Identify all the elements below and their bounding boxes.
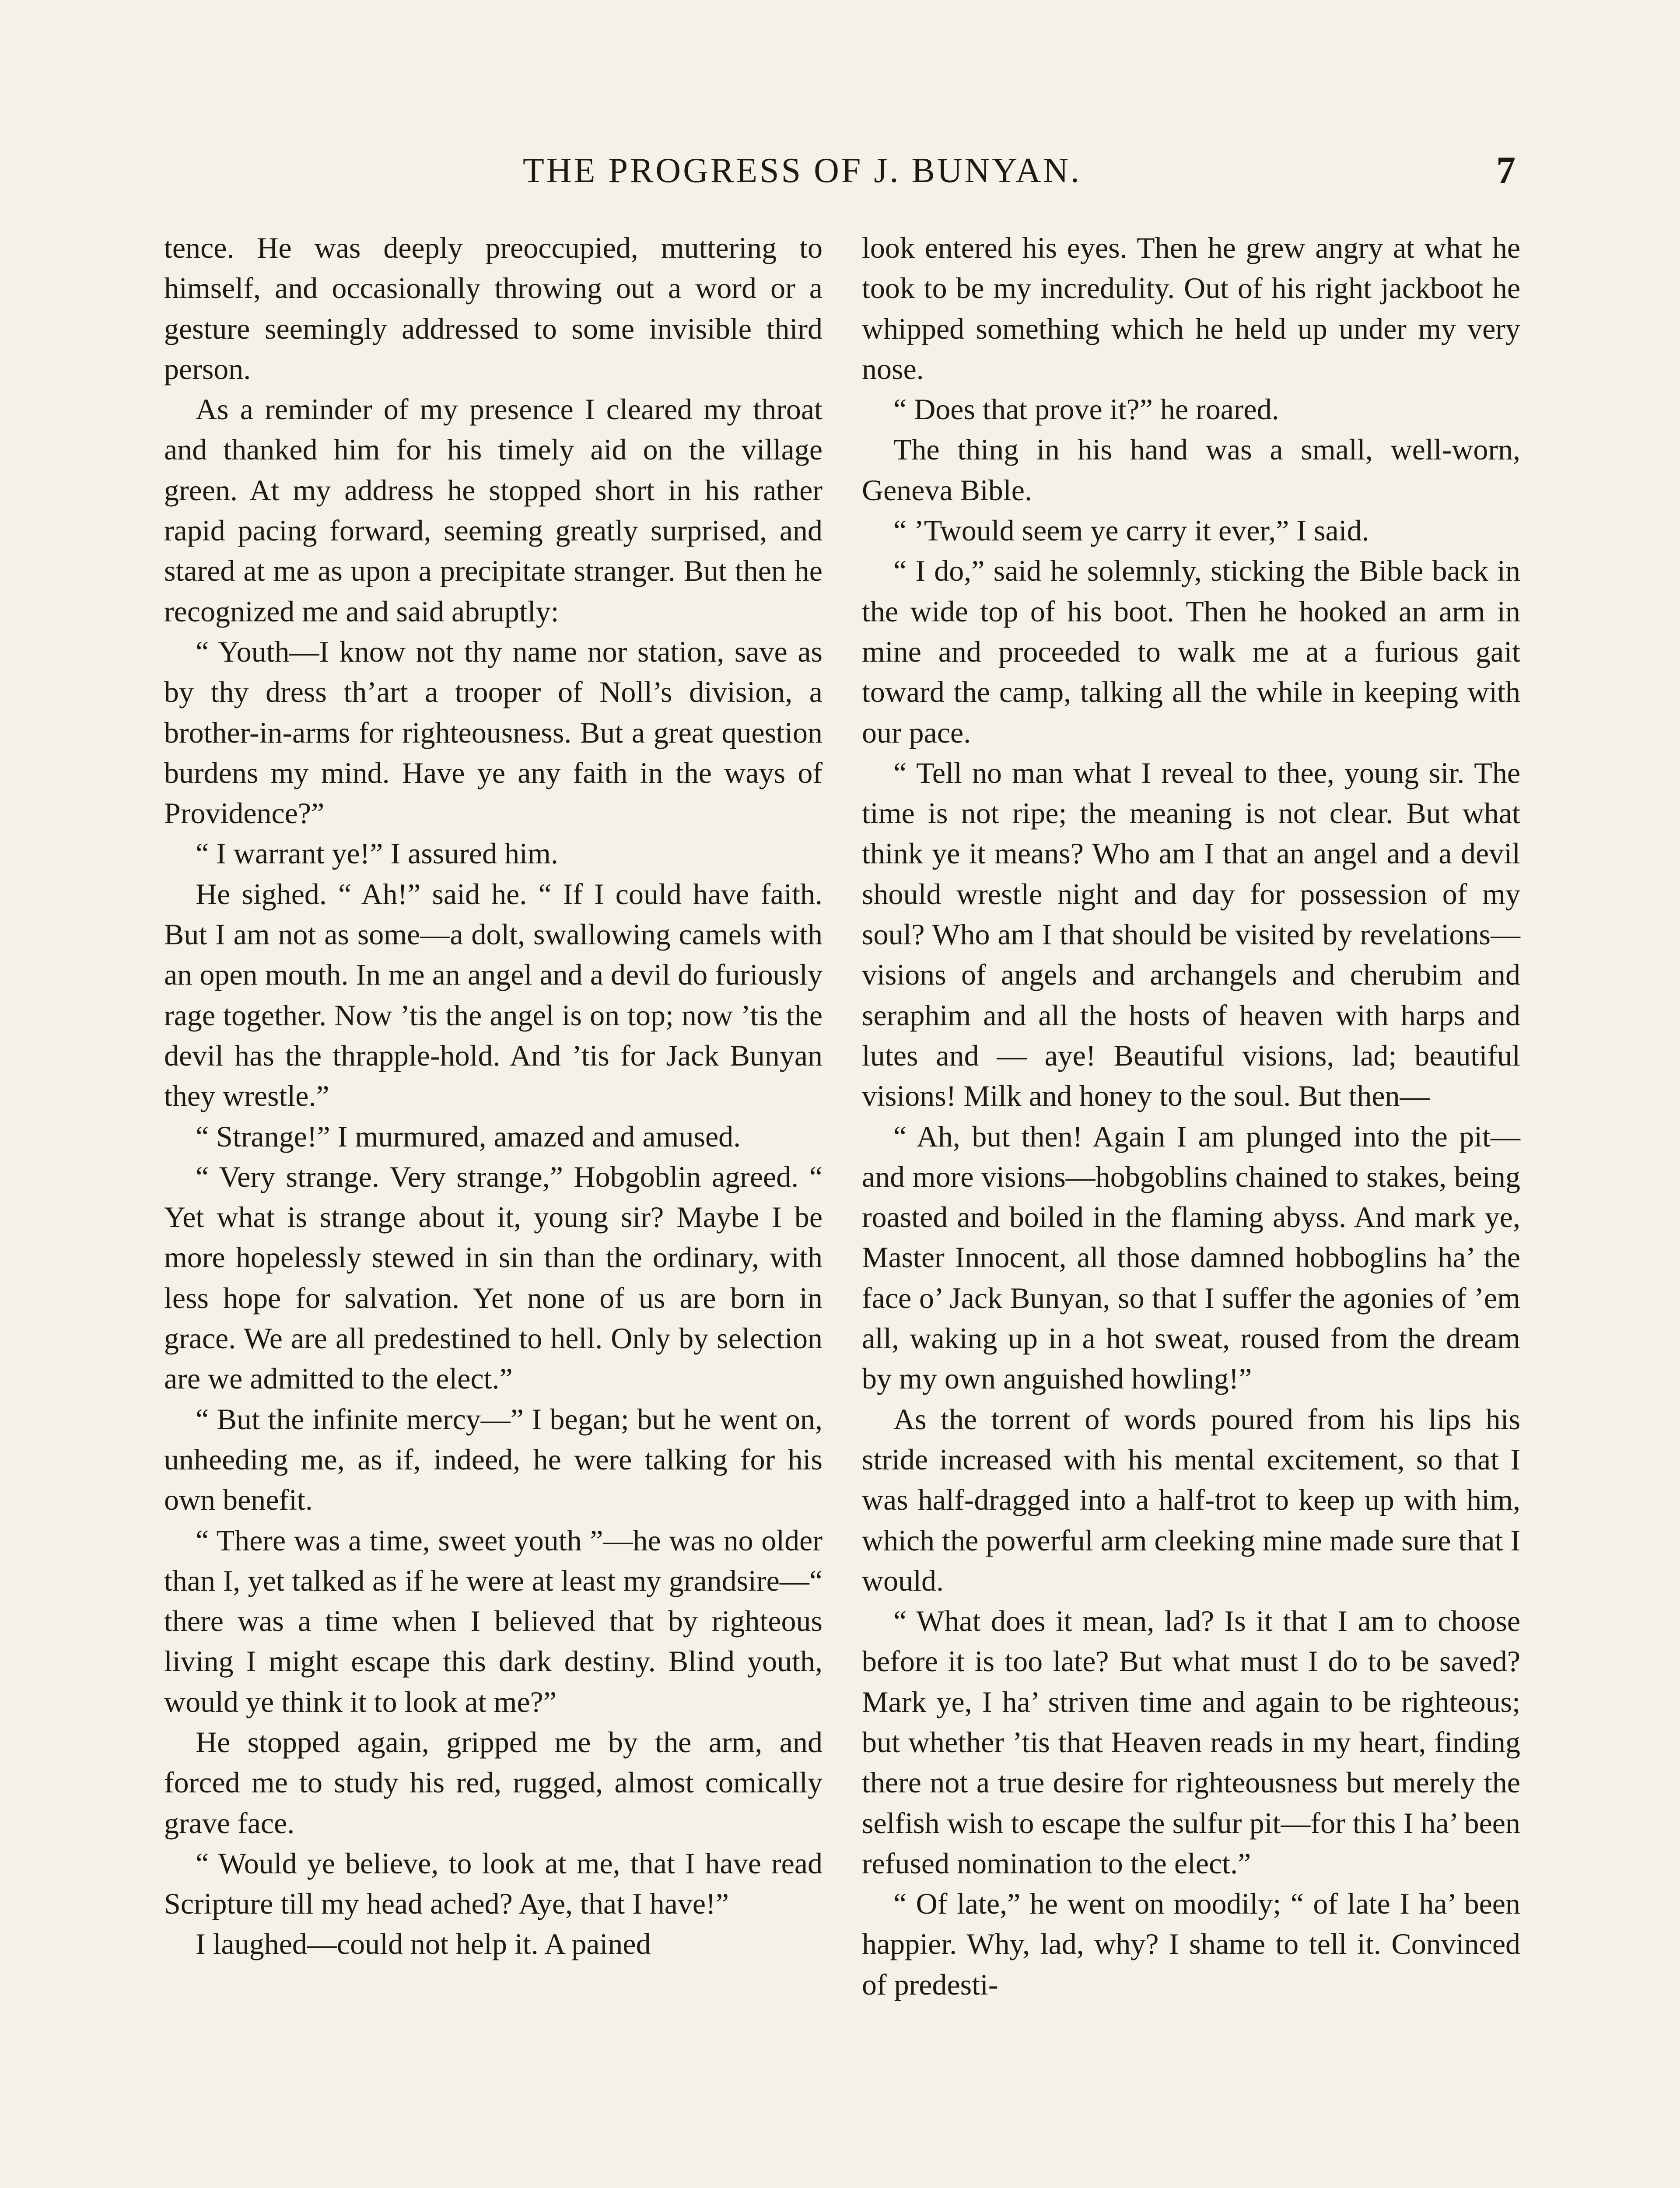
paragraph: The thing in his hand was a small, well-worn, Geneva Bible. [862, 433, 1520, 507]
paragraph: “ There was a time, sweet youth ”—he was no older than I, yet talked as if he were at least my grandsire—“ there was a time when I believed that by righteous living I might escape this dark destiny. Blind youth, would ye think it to look at me?” [164, 1523, 822, 1718]
paragraph: tence. He was deeply preoccupied, muttering to himself, and occasionally throwing out a word or a gesture seemingly addressed to some invisible third person. [164, 231, 822, 386]
paragraph: “ Would ye believe, to look at me, that I have read Scripture till my head ached? Aye, that I have!” [164, 1846, 822, 1921]
paragraph: “ I warrant ye!” I assured him. [196, 837, 558, 870]
running-title: THE PROGRESS OF J. BUNYAN. [523, 151, 1082, 190]
right-column [862, 228, 1520, 2005]
paragraph: “ Does that prove it?” he roared. [893, 393, 1279, 426]
page-number: 7 [1496, 149, 1516, 192]
paragraph: “ What does it mean, lad? Is it that I am to choose before it is too late? But what must I do to be saved? Mark ye, I ha’ striven time and again to be righteous; but whether ’tis that Heaven reads in my heart, finding there not a true desire for righteousness but merely the selfish wish to escape the sulfur pit—for this I ha’ been refused nomination to the elect.” [862, 1604, 1520, 1880]
paragraph: As a reminder of my presence I cleared my throat and thanked him for his timely aid on the village green. At my address he stopped short in his rather rapid pacing forward, seeming greatly surprised, and stared at me as upon a precipitate stranger. But then he recognized me and said abruptly: [164, 393, 822, 628]
paragraph: As the torrent of words poured from his lips his stride increased with his mental excitement, so that I was half-dragged into a half-trot to keep up with him, which the powerful arm cleeking mine made sure that I would. [862, 1402, 1520, 1597]
paragraph: I laughed—could not help it. A pained [196, 1927, 651, 1961]
paragraph: “ ’Twould seem ye carry it ever,” I said. [893, 514, 1369, 547]
paragraph: “ Ah, but then! Again I am plunged into the pit—and more visions—hobgoblins chained to stakes, being roasted and boiled in the flaming abyss. And mark ye, Master Innocent, all those damned hobboglins ha’ the face o’ Jack Bunyan, so that I suffer the agonies of ’em all, waking up in a hot sweat, roused from the dream by my own anguished howling!” [862, 1119, 1520, 1396]
paragraph: He stopped again, gripped me by the arm, and forced me to study his red, rugged, almost comically grave face. [164, 1725, 822, 1840]
paragraph: “ Of late,” he went on moodily; “ of late I ha’ been happier. Why, lad, why? I shame to tell it. Convinced of predesti- [862, 1887, 1520, 2001]
running-head [0, 144, 1680, 197]
paragraph: “ But the infinite mercy—” I began; but he went on, unheeding me, as if, indeed, he were talking for his own benefit. [164, 1402, 822, 1517]
paragraph: He sighed. “ Ah!” said he. “ If I could have faith. But I am not as some—a dolt, swallowing camels with an open mouth. In me an angel and a devil do furiously rage together. Now ’tis the angel is on top; now ’tis the devil has the thrapple-hold. And ’tis for Jack Bunyan they wrestle.” [164, 877, 822, 1113]
paragraph: look entered his eyes. Then he grew angry at what he took to be my incredulity. Out of his right jackboot he whipped something which he held up under my very nose. [862, 231, 1520, 386]
paragraph: “ Strange!” I murmured, amazed and amused. [196, 1119, 741, 1153]
paragraph: “ I do,” said he solemnly, sticking the Bible back in the wide top of his boot. Then he hooked an arm in mine and proceeded to walk me at a furious gait toward the camp, talking all the while in keeping with our pace. [862, 554, 1520, 749]
paragraph: “ Tell no man what I reveal to thee, young sir. The time is not ripe; the meaning is not clear. But what think ye it means? Who am I that an angel and a devil should wrestle night and day for possession of my soul? Who am I that should be visited by revelations—visions of angels and archangels and cherubim and seraphim and all the hosts of heaven with harps and lutes and — aye! Beautiful visions, lad; beautiful visions! Milk and honey to the soul. But then— [862, 756, 1520, 1113]
paragraph: “ Youth—I know not thy name nor station, save as by thy dress th’art a trooper of Noll’s division, a brother-in-arms for righteousness. But a great question burdens my mind. Have ye any faith in the ways of Providence?” [164, 635, 822, 830]
paragraph: “ Very strange. Very strange,” Hobgoblin agreed. “ Yet what is strange about it, young sir? Maybe I be more hopelessly stewed in sin than the ordinary, with less hope for salvation. Yet none of us are born in grace. We are all predestined to hell. Only by selection are we admitted to the elect.” [164, 1160, 822, 1396]
left-column [164, 228, 822, 1964]
